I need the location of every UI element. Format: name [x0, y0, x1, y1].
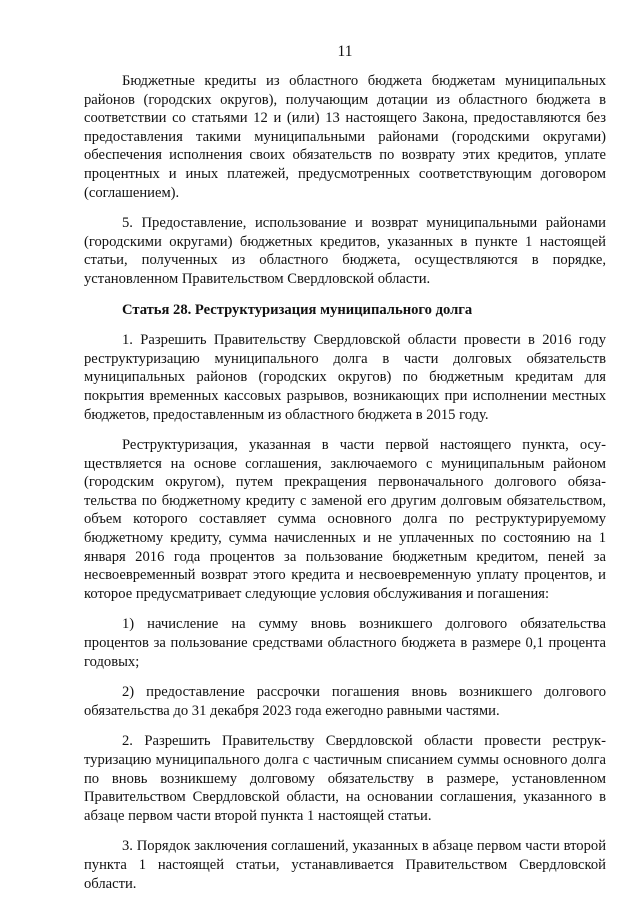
- article-28-title: Статья 28. Реструктуризация муниципального долга: [122, 301, 473, 318]
- paragraph-item-3: 3. Порядок заключения соглашений, указанных в абзаце первом части второй пункта 1 настоящей статьи, устанавливается Правительством Свердловской области.: [84, 838, 606, 892]
- paragraph-restructuring: Реструктуризация, указанная в части первой настоящего пункта, осуществляется на основе соглашения, заключаемого с муниципальным районом (городским округом), путем прекращения первоначального долгового обязательства по бюджетному кредиту с заменой его другим долговым обязательством, объем которого составляет сумма основного долга по реструктурируемому бюджетному кредиту, сумма начисленных и не уплаченных по состоянию на 1 января 2016 года процентов за пользование бюджетным кредитом, пеней за несвоевременный возврат этого кредита и несвоевременную уплату процентов, и которое предусматривает следующие условия обслуживания и погашения:: [84, 437, 606, 602]
- paragraph-subitem-1: 1) начисление на сумму вновь возникшего долгового обязательства процентов за пользование средствами областного бюджета в размере 0,1 процента годовых;: [84, 616, 606, 670]
- paragraph-budget-credits: Бюджетные кредиты из областного бюджета бюджетам муниципальных районов (городских округов), получающим дотации из областного бюджета в соответствии со статьями 12 и (или) 13 настоящего Закона, предоставляются без предоставления такими муниципальными районами (городскими округами) обеспечения исполнения своих обязательств по возврату этих кредитов, уплате процентных и иных платежей, предусмотренных соответствующим договором (соглашением).: [84, 73, 606, 201]
- paragraph-item-2: 2. Разрешить Правительству Свердловской области провести реструктуризацию муниципального долга с частичным списанием суммы основного долга по вновь возникшему долговому обязательству в размере, установленном Правительством Свердловской области, на основании соглашения, указанного в абзаце первом части второй пункта 1 настоящей статьи.: [84, 733, 606, 824]
- paragraph-item-5: 5. Предоставление, использование и возврат муниципальными районами (городскими округами) бюджетных кредитов, указанных в пункте 1 настоящей статьи, полученных из областного бюджета, осуществляются в порядке, установленном Правительством Свердловской области.: [84, 215, 606, 287]
- paragraph-item-1: 1. Разрешить Правительству Свердловской области провести в 2016 году реструктуризацию муниципального долга в части долговых обязательств муниципальных районов (городских округов) по бюджетным кредитам для покрытия временных кассовых разрывов, возникающих при исполнении местных бюджетов, предоставленным из областного бюджета в 2015 году.: [84, 332, 606, 423]
- page-number: 11: [337, 43, 353, 60]
- paragraph-subitem-2: 2) предоставление рассрочки погашения вновь возникшего долгового обязательства до 31 декабря 2023 года ежегодно равными частями.: [84, 684, 606, 719]
